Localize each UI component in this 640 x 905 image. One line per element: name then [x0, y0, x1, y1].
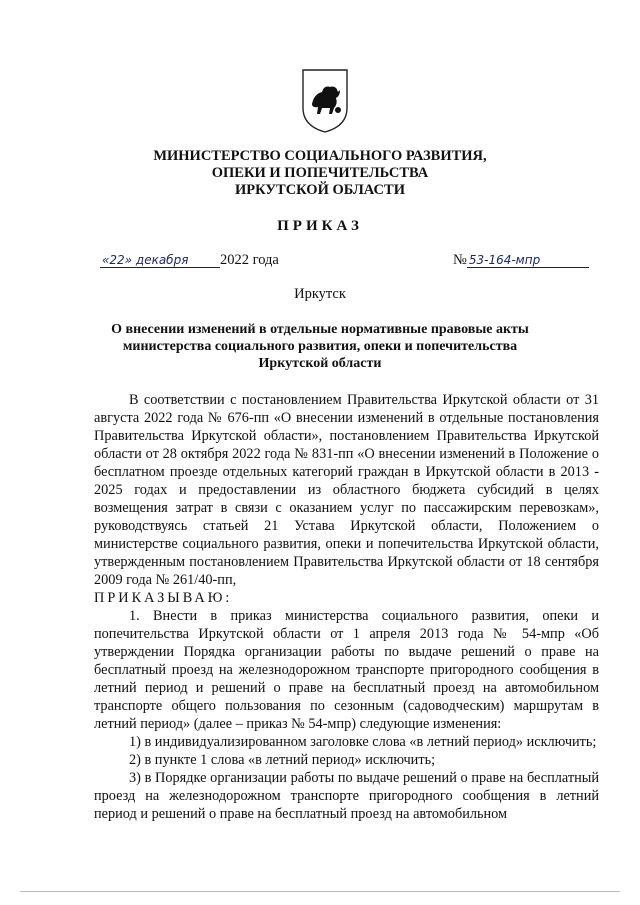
ministry-name-line2: ОПЕКИ И ПОПЕЧИТЕЛЬСТВА [211, 165, 429, 181]
ministry-name-line3: ИРКУТСКОЙ ОБЛАСТИ [235, 182, 405, 198]
coat-of-arms-icon [300, 68, 350, 134]
document-body [94, 391, 599, 823]
document-type-title: ПРИКАЗ [277, 218, 363, 234]
ministry-name-line1: МИНИСТЕРСТВО СОЦИАЛЬНОГО РАЗВИТИЯ, [153, 148, 487, 164]
subject-line3: Иркутской области [258, 356, 382, 371]
page-edge-divider [20, 891, 620, 892]
item-1: 1. Внести в приказ министерства социального развития, опеки и попечительства Иркутской области от 1 апреля 2013 года № 54-мпр «Об утверждении Порядка организации работы по выдаче решений о праве на бесплатный проезд на железнодорожном транспорте пригородного сообщения в летний период и решений о праве на бесплатный проезд на автомобильном транспорте общего пользования по сезонным (садоводческим) маршрутам в летний период» (далее – приказ № 54-мпр) следующие изменения: [94, 608, 599, 732]
date-year: 2022 года [220, 252, 279, 268]
item-1-subitem-1: 1) в индивидуализированном заголовке слова «в летний период» исключить; [129, 734, 597, 750]
preamble-paragraph: В соответствии с постановлением Правительства Иркутской области от 31 августа 2022 года № 676-пп «О внесении изменений в отдельные постановления Правительства Иркутской области», постановлением Правительства Иркутской области от 28 октября 2022 года № 831-пп «О внесении изменений в Положение о бесплатном проезде отдельных категорий граждан в Иркутской области в 2013 - 2025 годах и предоставлении из областного бюджета субсидий в целях возмещения затрат в связи с оказанием услуг по пассажирским перевозкам», руководствуясь статьей 21 Устава Иркутской области, Положением о министерстве социального развития, опеки и попечительства Иркутской области, утвержденным постановлением Правительства Иркутской области от 18 сентября 2009 года № 261/40-пп, [94, 392, 599, 588]
city-name: Иркутск [294, 286, 346, 302]
subject-line2: министерства социального развития, опеки и попечительства [122, 339, 518, 354]
order-date [100, 252, 279, 269]
order-number [453, 252, 589, 269]
number-sign: № [453, 252, 467, 268]
item-1-subitem-2: 2) в пункте 1 слова «в летний период» исключить; [129, 752, 436, 768]
order-verb: ПРИКАЗЫВАЮ: [94, 590, 233, 606]
subject-line1: О внесении изменений в отдельные нормативные правовые акты [111, 322, 529, 337]
handwritten-date: «22» декабря [100, 253, 220, 268]
item-1-subitem-3: 3) в Порядке организации работы по выдаче решений о праве на бесплатный проезд на железнодорожном транспорте пригородного сообщения в летний период и решений о праве на бесплатный проезд на автомобильном [94, 770, 599, 822]
handwritten-number: 53-164-мпр [467, 253, 589, 268]
